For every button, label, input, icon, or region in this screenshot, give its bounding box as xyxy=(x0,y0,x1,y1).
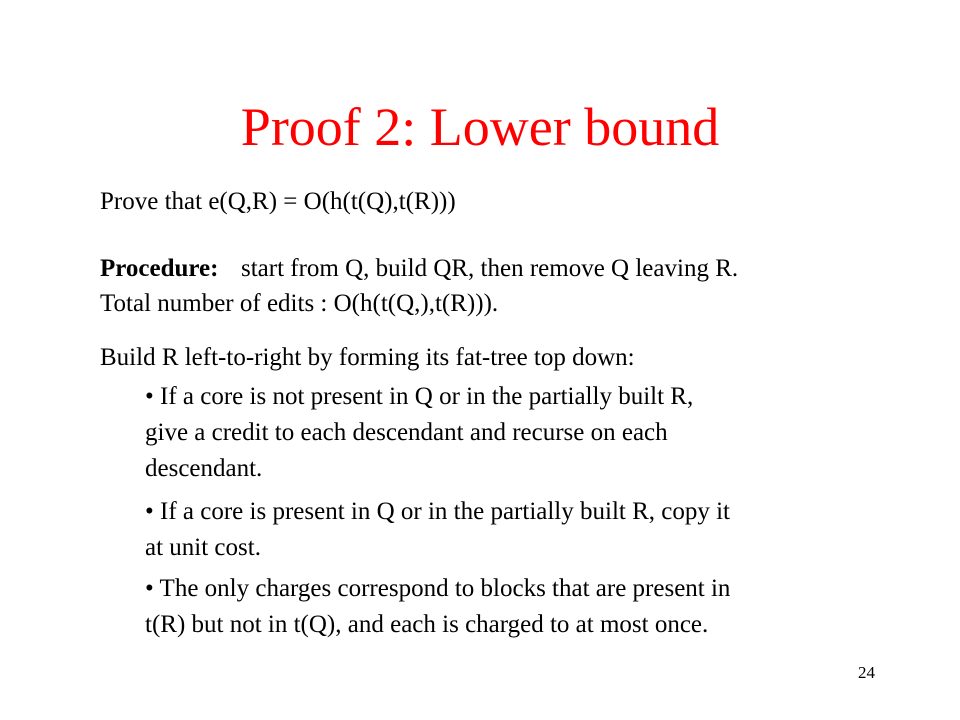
procedure-text: start from Q, build QR, then remove Q leaving R. xyxy=(240,255,739,282)
bullet-1-line-2: give a credit to each descendant and recurse on each xyxy=(145,419,668,446)
bullet-1-line-1: • If a core is not present in Q or in the partially built R, xyxy=(145,383,694,410)
prove-statement: Prove that e(Q,R) = O(h(t(Q),t(R))) xyxy=(100,188,456,215)
build-intro-line: Build R left-to-right by forming its fat-tree top down: xyxy=(100,344,635,371)
procedure-line xyxy=(100,254,738,284)
bullet-2-line-2: at unit cost. xyxy=(145,534,261,561)
slide-title: Proof 2: Lower bound xyxy=(240,97,720,157)
bullet-3-line-1: • The only charges correspond to blocks that are present in xyxy=(145,575,731,602)
bullet-1-line-3: descendant. xyxy=(145,455,263,482)
bullet-2-line-1: • If a core is present in Q or in the partially built R, copy it xyxy=(145,498,730,525)
page-number: 24 xyxy=(858,663,875,682)
procedure-label: Procedure: xyxy=(100,255,219,282)
bullet-3-line-2: t(R) but not in t(Q), and each is charged to at most once. xyxy=(145,611,709,638)
total-edits-line: Total number of edits : O(h(t(Q,),t(R))). xyxy=(100,290,499,317)
